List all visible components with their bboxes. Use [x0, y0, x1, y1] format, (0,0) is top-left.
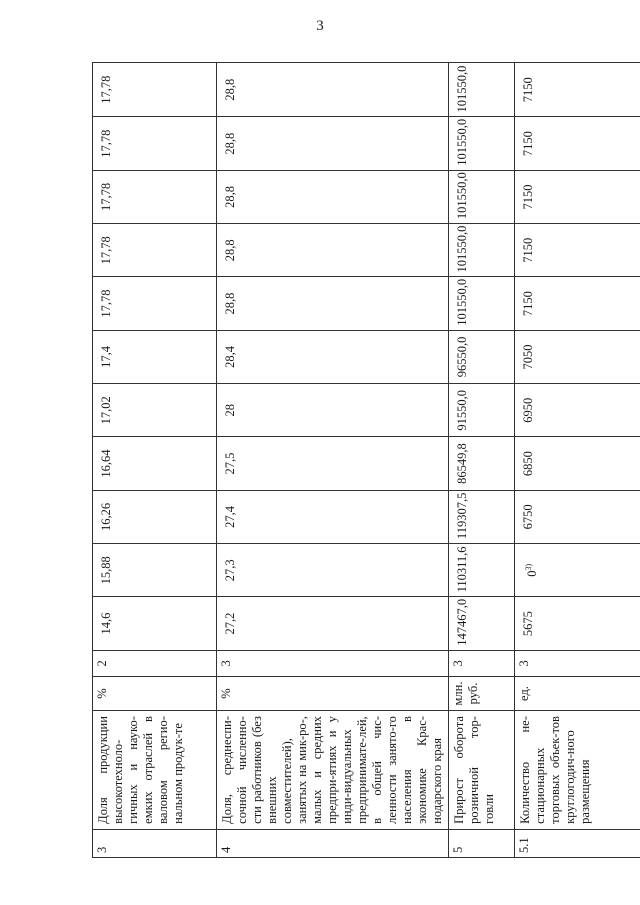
value-text: 5675 — [521, 611, 535, 637]
value-cell — [515, 437, 640, 490]
unit-cell: ед. — [515, 676, 640, 710]
value-text: 27,4 — [223, 505, 237, 528]
value-cell — [93, 63, 217, 117]
value-cell — [93, 277, 217, 330]
row-index-cell: 3 — [93, 829, 217, 857]
value-text: 17,02 — [99, 396, 113, 425]
value-cell — [515, 63, 640, 117]
value-cell — [515, 224, 640, 277]
value-text: 86549,8 — [455, 443, 469, 484]
value-text: 27,2 — [223, 612, 237, 635]
value-text: 28,8 — [223, 292, 237, 315]
value-text: 15,88 — [99, 556, 113, 585]
value-cell — [93, 490, 217, 543]
indicator-name-cell: Доля продукции высокотехноло-гичных и науко-емких отраслей в валовом регио-нальном продук-те — [93, 711, 217, 830]
value-cell — [449, 597, 515, 650]
value-cell — [93, 597, 217, 650]
value-text: 17,78 — [99, 129, 113, 158]
value-cell — [93, 330, 217, 383]
indicator-name-cell: Прирост оборота розничной тор-говли — [449, 711, 515, 830]
value-cell — [93, 384, 217, 437]
value-text: 17,78 — [99, 182, 113, 212]
value-text: 16,26 — [99, 502, 113, 531]
value-cell — [449, 63, 515, 117]
unit-cell: % — [93, 676, 217, 710]
value-cell — [515, 490, 640, 543]
value-cell — [449, 384, 515, 437]
indicators-table — [92, 62, 640, 858]
value-cell — [515, 170, 640, 223]
value-cell — [217, 384, 449, 437]
value-text: 17,78 — [99, 289, 113, 318]
value-text: 17,78 — [99, 236, 113, 265]
value-text: 96550,0 — [455, 336, 469, 378]
page-number: 3 — [316, 18, 324, 34]
value-text: 147467,0 — [455, 598, 469, 646]
level-cell: 3 — [449, 650, 515, 676]
value-text: 27,3 — [223, 559, 237, 582]
rotated-table-area — [92, 62, 610, 858]
value-text: 28,8 — [223, 78, 237, 101]
value-text: 7150 — [521, 77, 535, 103]
row-index-cell: 4 — [217, 829, 449, 857]
value-cell — [217, 597, 449, 650]
value-cell — [217, 544, 449, 597]
unit-cell: % — [217, 676, 449, 710]
table-row — [217, 63, 449, 858]
row-index-cell: 5.1 — [515, 829, 640, 857]
value-cell — [515, 384, 640, 437]
table-row — [449, 63, 515, 858]
value-text: 28,8 — [223, 186, 237, 208]
value-text: 6950 — [521, 397, 535, 423]
value-cell — [449, 490, 515, 543]
value-text: 0 — [525, 570, 540, 577]
value-cell — [217, 490, 449, 543]
indicator-name-cell: Доля, среднеспи-сочной численно-сти работников (без внешних совместителей), занятых на мик-ро-, малых и средних предпри-ятиях и у инди-видуальных предпринимате-лей, в общей чис-ленности занято-го населения в экономике Крас-нодарского края — [217, 711, 449, 830]
value-cell — [217, 63, 449, 117]
value-cell — [217, 170, 449, 223]
value-cell — [515, 330, 640, 383]
value-text: 110311,6 — [455, 546, 469, 593]
value-text: 101550,0 — [455, 172, 469, 220]
value-text: 6750 — [521, 504, 535, 530]
value-cell — [515, 597, 640, 650]
value-text: 7150 — [521, 291, 535, 317]
value-cell — [217, 330, 449, 383]
value-text: 7050 — [521, 344, 535, 370]
value-cell — [515, 544, 640, 597]
value-text: 101550,0 — [455, 65, 469, 113]
value-cell — [93, 117, 217, 170]
value-cell — [515, 277, 640, 330]
value-text: 7150 — [521, 237, 535, 263]
value-cell — [515, 117, 640, 170]
indicator-name-cell: Количество не-стационарных торговых объек-тов круглогодич-ного размещения — [515, 711, 640, 830]
value-text: 101550,0 — [455, 118, 469, 166]
value-cell — [449, 117, 515, 170]
value-text: 17,78 — [99, 75, 113, 104]
value-cell — [93, 437, 217, 490]
value-text: 14,6 — [99, 612, 113, 635]
value-cell — [93, 224, 217, 277]
value-text: 91550,0 — [455, 389, 469, 431]
value-text: 28,8 — [223, 132, 237, 155]
value-cell — [449, 544, 515, 597]
footnote-mark: 3) — [524, 563, 533, 571]
table-row — [515, 63, 640, 858]
level-cell: 3 — [515, 650, 640, 676]
value-cell — [449, 224, 515, 277]
value-text: 101550,0 — [455, 278, 469, 326]
rotated-table — [92, 62, 610, 858]
value-text: 17,4 — [99, 346, 113, 368]
value-cell — [93, 544, 217, 597]
value-cell — [449, 277, 515, 330]
value-cell — [449, 437, 515, 490]
value-text: 28,8 — [223, 239, 237, 262]
value-text: 7150 — [521, 184, 535, 210]
level-cell: 2 — [93, 650, 217, 676]
value-cell — [217, 277, 449, 330]
unit-cell: млн. руб. — [449, 676, 515, 710]
value-cell — [217, 437, 449, 490]
level-cell: 3 — [217, 650, 449, 676]
value-cell — [449, 170, 515, 223]
value-text: 28 — [223, 404, 237, 417]
value-text: 119307,5 — [455, 492, 469, 540]
value-cell — [217, 224, 449, 277]
value-text: 7150 — [521, 131, 535, 157]
value-text: 27,5 — [223, 452, 237, 475]
value-text: 101550,0 — [455, 225, 469, 273]
value-cell — [217, 117, 449, 170]
value-text: 16,64 — [99, 449, 113, 478]
value-cell — [93, 170, 217, 223]
value-cell — [449, 330, 515, 383]
value-text: 28,4 — [223, 346, 237, 368]
row-index-cell: 5 — [449, 829, 515, 857]
value-text: 6850 — [521, 451, 535, 477]
table-row — [93, 63, 217, 858]
